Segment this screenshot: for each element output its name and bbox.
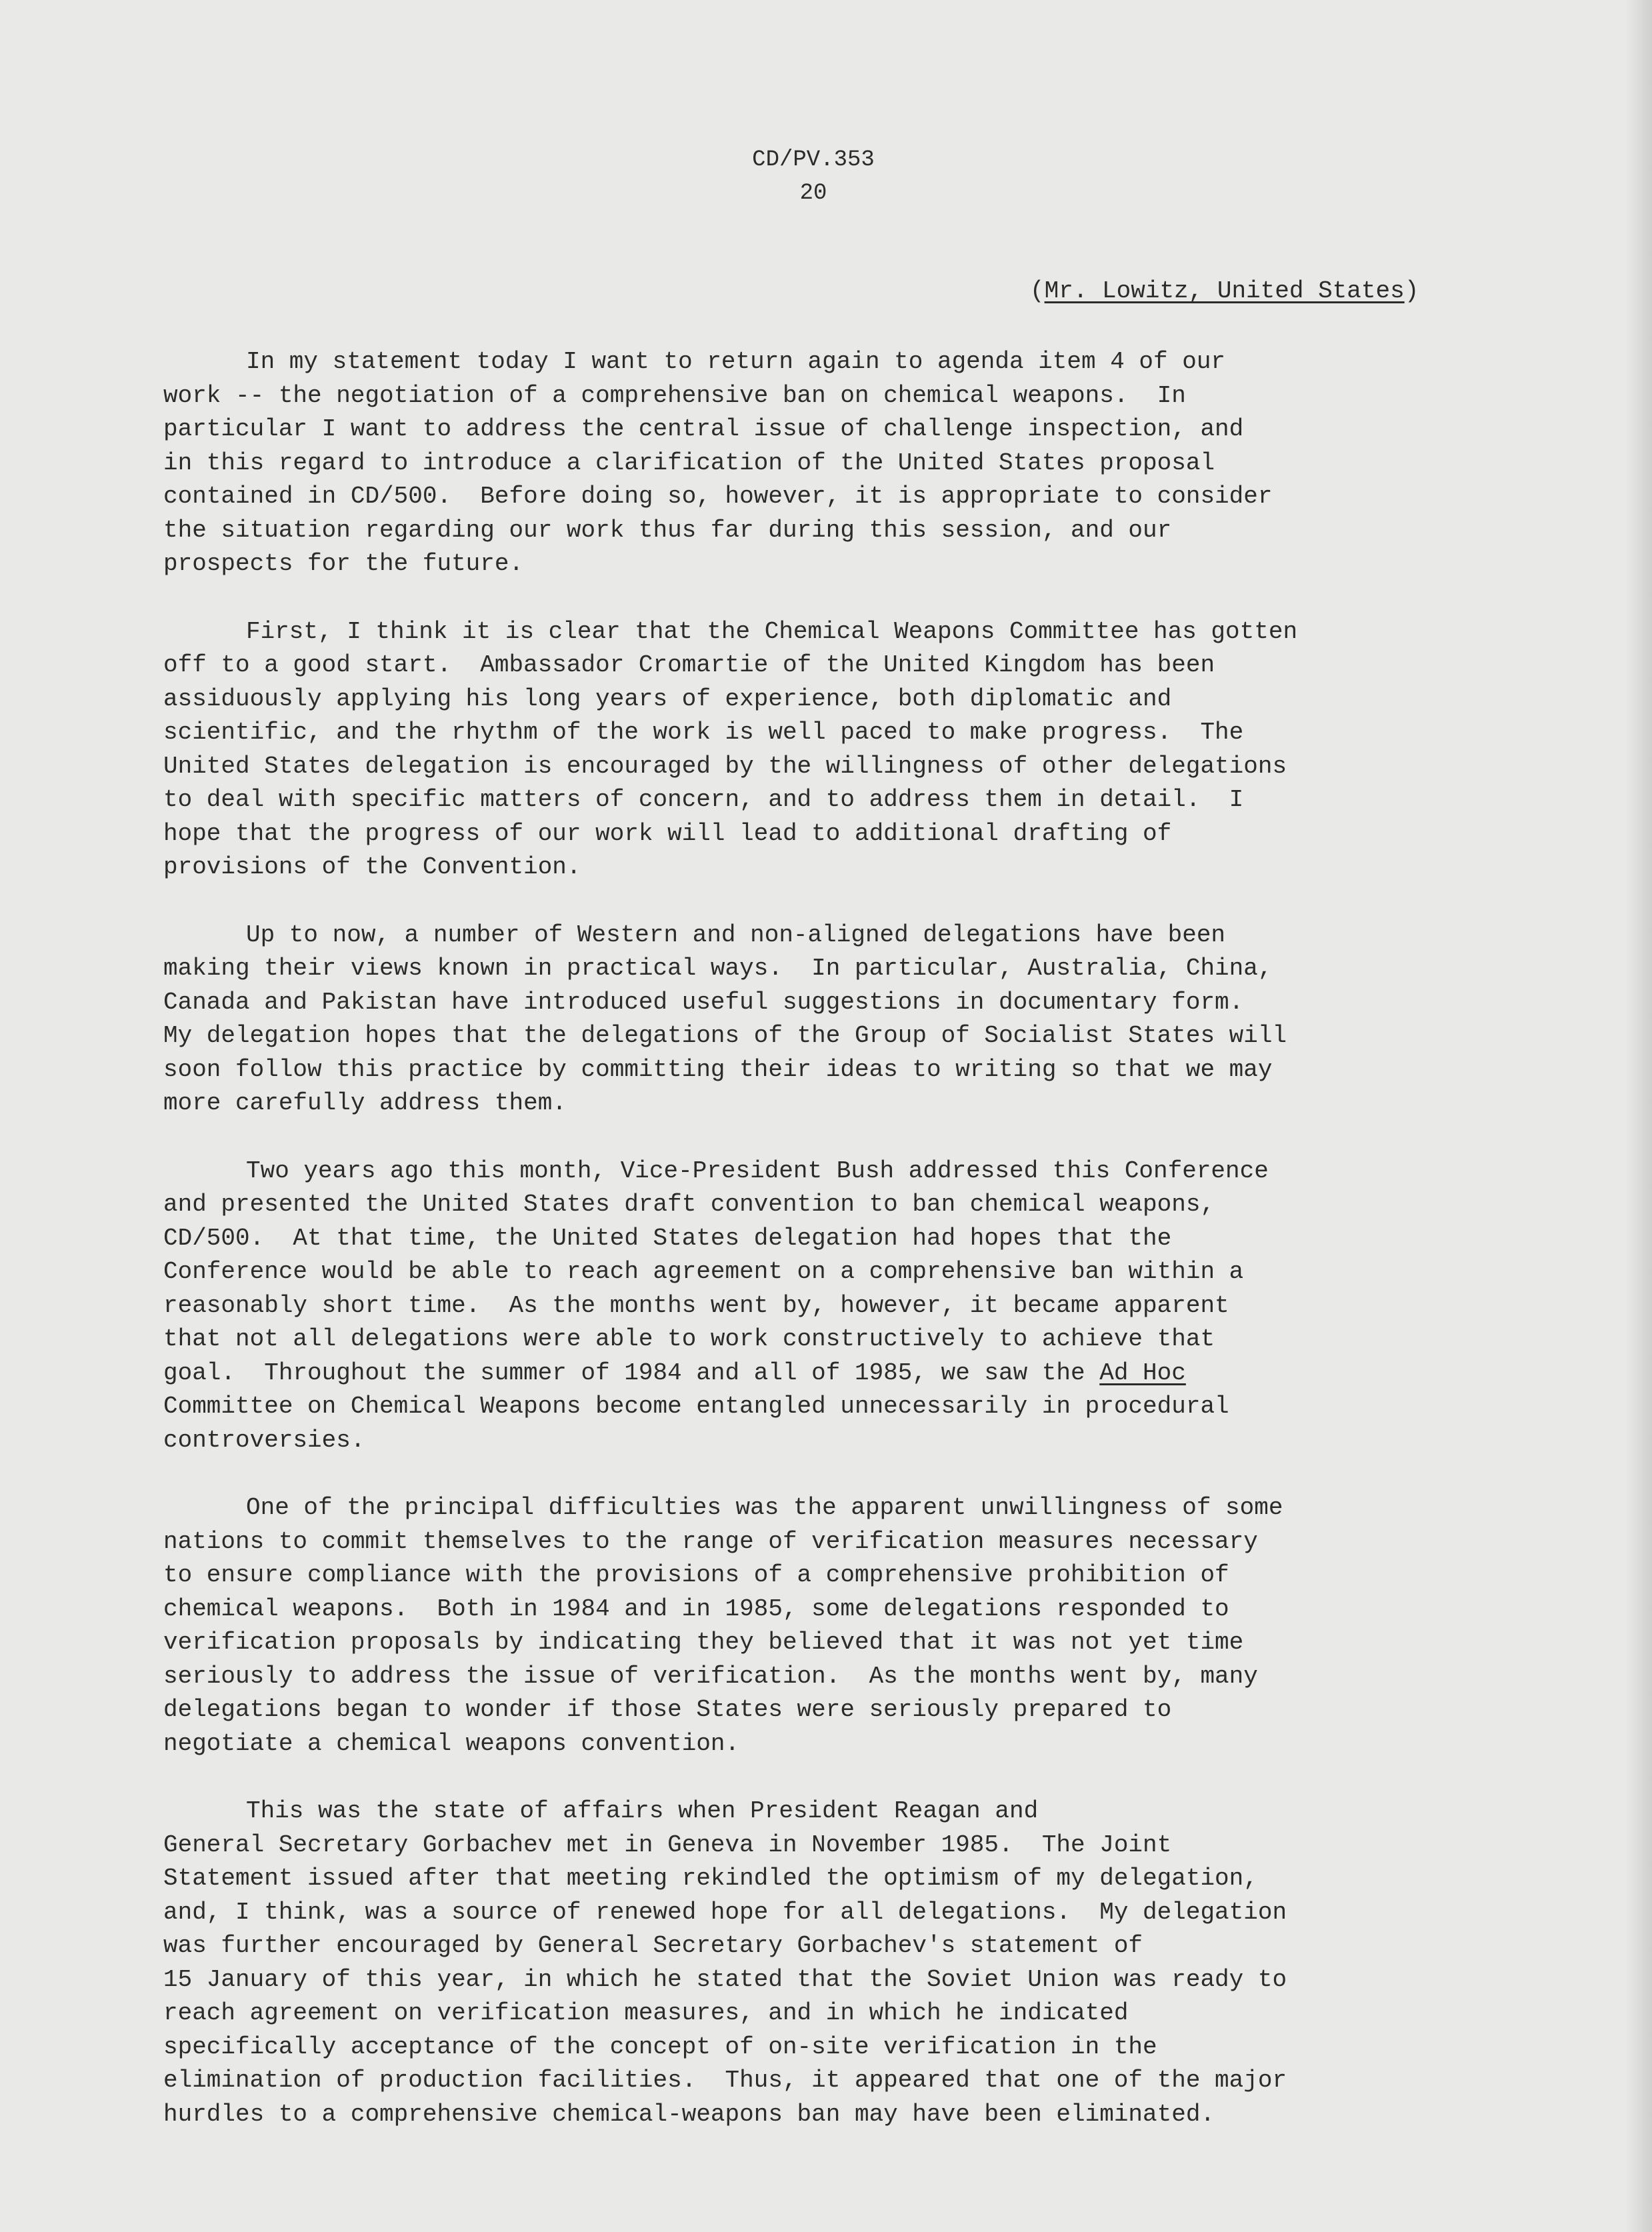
text-line bbox=[163, 1660, 1503, 1694]
text-line bbox=[163, 1525, 1503, 1559]
text-line bbox=[163, 1896, 1503, 1930]
text-line bbox=[163, 1019, 1503, 1053]
line-text: This was the state of affairs when President Reagan and bbox=[246, 1797, 1039, 1825]
line-text: Conference would be able to reach agreement on a comprehensive ban within a bbox=[163, 1258, 1244, 1285]
paragraph bbox=[163, 615, 1503, 885]
page-edge-shadow bbox=[1625, 0, 1652, 2232]
page-header bbox=[707, 143, 920, 210]
text-line bbox=[163, 1491, 1503, 1525]
line-text: hope that the progress of our work will lead to additional drafting of bbox=[163, 819, 1172, 847]
text-line bbox=[163, 1693, 1503, 1727]
line-text: off to a good start. Ambassador Cromartie of the United Kingdom has been bbox=[163, 651, 1215, 679]
speaker-name: Mr. Lowitz, United States bbox=[1044, 277, 1405, 305]
line-text: Committee on Chemical Weapons become entangled unnecessarily in procedural bbox=[163, 1393, 1229, 1420]
page-number: 20 bbox=[799, 181, 827, 206]
text-line bbox=[163, 1357, 1503, 1391]
document-symbol: CD/PV.353 bbox=[752, 147, 875, 173]
paragraph bbox=[163, 919, 1503, 1121]
line-text: prospects for the future. bbox=[163, 550, 524, 577]
line-text: to deal with specific matters of concern, and to address them in detail. I bbox=[163, 786, 1244, 813]
line-text: CD/500. At that time, the United States delegation had hopes that the bbox=[163, 1224, 1172, 1252]
line-text: provisions of the Convention. bbox=[163, 853, 581, 881]
line-text: specifically acceptance of the concept of on-site verification in the bbox=[163, 2033, 1157, 2061]
text-line bbox=[163, 615, 1503, 649]
line-text: to ensure compliance with the provisions of a comprehensive prohibition of bbox=[163, 1561, 1229, 1589]
line-text: chemical weapons. Both in 1984 and in 1985, some delegations responded to bbox=[163, 1595, 1229, 1623]
text-line bbox=[163, 547, 1503, 581]
line-text: Statement issued after that meeting rekindled the optimism of my delegation, bbox=[163, 1865, 1258, 1892]
line-text: One of the principal difficulties was the apparent unwillingness of some bbox=[246, 1494, 1283, 1521]
text-line bbox=[163, 1155, 1503, 1189]
line-text: controversies. bbox=[163, 1426, 365, 1454]
text-line bbox=[163, 2031, 1503, 2065]
line-text: that not all delegations were able to work constructively to achieve that bbox=[163, 1325, 1215, 1353]
line-text: verification proposals by indicating they believed that it was not yet time bbox=[163, 1629, 1244, 1656]
line-text: work -- the negotiation of a comprehensive ban on chemical weapons. In bbox=[163, 381, 1186, 409]
line-text: the situation regarding our work thus far during this session, and our bbox=[163, 516, 1172, 544]
text-line bbox=[163, 1795, 1503, 1829]
line-text: was further encouraged by General Secretary Gorbachev's statement of bbox=[163, 1932, 1143, 1959]
line-text: My delegation hopes that the delegations of the Group of Socialist States will bbox=[163, 1022, 1287, 1049]
line-text: scientific, and the rhythm of the work is well paced to make progress. The bbox=[163, 719, 1244, 746]
paragraph bbox=[163, 1155, 1503, 1458]
line-text: First, I think it is clear that the Chemical Weapons Committee has gotten bbox=[246, 617, 1298, 645]
text-line bbox=[163, 1289, 1503, 1323]
line-text: hurdles to a comprehensive chemical-weapons ban may have been eliminated. bbox=[163, 2100, 1215, 2128]
text-line bbox=[163, 345, 1503, 379]
line-text: and, I think, was a source of renewed hope for all delegations. My delegation bbox=[163, 1898, 1287, 1926]
line-text: nations to commit themselves to the range of verification measures necessary bbox=[163, 1527, 1258, 1555]
line-text: negotiate a chemical weapons convention. bbox=[163, 1729, 740, 1757]
line-text: reach agreement on verification measures, and in which he indicated bbox=[163, 1999, 1129, 2027]
text-line bbox=[163, 480, 1503, 514]
line-text: 15 January of this year, in which he stated that the Soviet Union was ready to bbox=[163, 1965, 1287, 1993]
text-line bbox=[163, 379, 1503, 413]
text-line bbox=[163, 1222, 1503, 1256]
text-line bbox=[163, 1997, 1503, 2031]
underlined-term: Ad Hoc bbox=[1099, 1359, 1186, 1387]
line-text: seriously to address the issue of verification. As the months went by, many bbox=[163, 1662, 1258, 1690]
speaker-attribution bbox=[1030, 275, 1419, 308]
speaker-open-paren: ( bbox=[1030, 277, 1045, 305]
line-text: soon follow this practice by committing their ideas to writing so that we may bbox=[163, 1055, 1273, 1083]
line-text: delegations began to wonder if those States were seriously prepared to bbox=[163, 1696, 1172, 1723]
paragraph bbox=[163, 345, 1503, 581]
line-text: and presented the United States draft convention to ban chemical weapons, bbox=[163, 1191, 1215, 1218]
text-line bbox=[163, 649, 1503, 683]
line-text: in this regard to introduce a clarification of the United States proposal bbox=[163, 449, 1215, 477]
text-line bbox=[163, 716, 1503, 750]
line-text: Up to now, a number of Western and non-aligned delegations have been bbox=[246, 921, 1226, 949]
text-line bbox=[163, 1593, 1503, 1627]
line-text: reasonably short time. As the months went by, however, it became apparent bbox=[163, 1291, 1229, 1319]
text-line bbox=[163, 1929, 1503, 1963]
text-line bbox=[163, 783, 1503, 817]
line-text: elimination of production facilities. Thus, it appeared that one of the major bbox=[163, 2067, 1287, 2094]
text-line bbox=[163, 1963, 1503, 1997]
text-line bbox=[163, 1424, 1503, 1458]
text-line bbox=[163, 919, 1503, 953]
text-line bbox=[163, 1323, 1503, 1357]
speaker-close-paren: ) bbox=[1404, 277, 1419, 305]
text-line bbox=[163, 1626, 1503, 1660]
line-text: In my statement today I want to return again to agenda item 4 of our bbox=[246, 348, 1226, 375]
paragraph bbox=[163, 1795, 1503, 2131]
line-text: making their views known in practical ways. In particular, Australia, China, bbox=[163, 955, 1273, 982]
text-line bbox=[163, 514, 1503, 548]
text-line bbox=[163, 1390, 1503, 1424]
document-body bbox=[163, 345, 1503, 2165]
line-text: contained in CD/500. Before doing so, however, it is appropriate to consider bbox=[163, 483, 1273, 510]
text-line bbox=[163, 986, 1503, 1020]
text-line bbox=[163, 817, 1503, 851]
text-line bbox=[163, 1053, 1503, 1087]
text-line bbox=[163, 447, 1503, 481]
text-line bbox=[163, 413, 1503, 447]
line-text: Canada and Pakistan have introduced useful suggestions in documentary form. bbox=[163, 988, 1244, 1016]
text-line bbox=[163, 683, 1503, 717]
text-line bbox=[163, 2098, 1503, 2132]
text-line bbox=[163, 1188, 1503, 1222]
line-text: particular I want to address the central issue of challenge inspection, and bbox=[163, 415, 1244, 443]
line-text: Two years ago this month, Vice-President Bush addressed this Conference bbox=[246, 1157, 1269, 1185]
text-line bbox=[163, 952, 1503, 986]
text-line bbox=[163, 750, 1503, 784]
text-line bbox=[163, 1087, 1503, 1121]
text-line bbox=[163, 2064, 1503, 2098]
text-line bbox=[163, 1727, 1503, 1761]
paragraph bbox=[163, 1491, 1503, 1761]
line-text: more carefully address them. bbox=[163, 1089, 567, 1117]
text-line bbox=[163, 1559, 1503, 1593]
text-line bbox=[163, 1255, 1503, 1289]
line-text: United States delegation is encouraged by the willingness of other delegations bbox=[163, 752, 1287, 780]
text-line bbox=[163, 1829, 1503, 1863]
text-line bbox=[163, 1862, 1503, 1896]
line-text: assiduously applying his long years of experience, both diplomatic and bbox=[163, 685, 1172, 713]
line-text: goal. Throughout the summer of 1984 and all of 1985, we saw the bbox=[163, 1359, 1100, 1387]
text-line bbox=[163, 851, 1503, 885]
line-text: General Secretary Gorbachev met in Geneva in November 1985. The Joint bbox=[163, 1831, 1172, 1859]
